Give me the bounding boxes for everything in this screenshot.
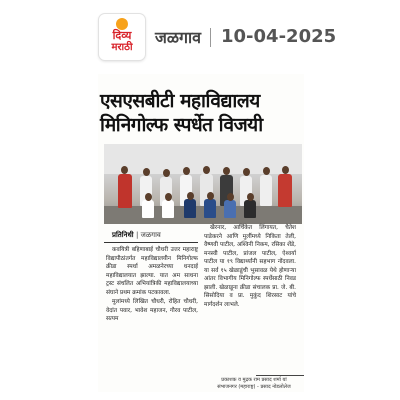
person-head	[163, 169, 170, 177]
article-column-right	[204, 224, 296, 310]
person-head	[207, 192, 214, 200]
person	[162, 200, 174, 218]
edition-date: 10-04-2025	[221, 26, 337, 47]
person-head	[145, 193, 152, 201]
imprint-footer	[208, 377, 300, 390]
headline-line1: एसएसबीटी महाविद्यालय	[100, 90, 260, 112]
article-paragraph: मुलांमध्ये लिखित चौधरी, रोहित चौधरी, वेदांत पवार, भावेश महाजन, गौरव पाटील, सत्यम	[106, 299, 198, 322]
byline-name: प्रतिनिधी	[112, 231, 134, 239]
article-column-left	[106, 246, 198, 325]
person	[142, 200, 154, 218]
person-head	[223, 167, 230, 175]
person	[260, 175, 272, 206]
person-head	[183, 167, 190, 175]
logo-text-line1: दिव्य	[112, 29, 132, 42]
imprint-line2: संभाजनगर (महाराष्ट्र) - प्रसाद नोडलोलेज	[217, 383, 291, 390]
byline-place: | जळगाव	[136, 231, 161, 239]
person-head	[282, 166, 289, 174]
person-head	[187, 192, 194, 200]
person	[224, 200, 236, 218]
edition-city: जळगाव	[155, 28, 202, 47]
headline-line2: मिनिगोल्फ स्पर्धेत विजयी	[100, 114, 263, 136]
person-head	[121, 166, 128, 174]
byline	[112, 231, 161, 240]
team-photo	[104, 144, 302, 224]
person-head	[203, 166, 210, 174]
person	[244, 200, 256, 218]
footer-rule	[256, 375, 304, 376]
person-head	[243, 168, 250, 176]
header-divider	[210, 28, 211, 47]
news-clipping	[98, 74, 304, 392]
person-head	[263, 167, 270, 175]
logo-text-line2: मराठी	[111, 42, 133, 53]
article-paragraph: कवयित्री बहिणाबाई चौधरी उत्तर महाराष्ट्र विद्यापीठांतर्गत महाविद्यालयीन मिनिगोल्फ क्रीडा स्पर्धा अमळनेरच्या धनदाई महाविद्यालयात झाल्या. यात अम साधना ट्रस्ट संचलित अभियांत्रिकी महाविद्यालयाच्या संघाने प्रथम क्रमांक पटकावला.	[106, 247, 198, 296]
person-head	[165, 193, 172, 201]
person	[204, 199, 216, 218]
person-head	[143, 168, 150, 176]
divya-marathi-logo	[99, 14, 145, 60]
page-header	[0, 0, 400, 72]
person-head	[227, 193, 234, 201]
byline-rule	[104, 242, 198, 243]
article-paragraph: खैरनार, आर्चिकेत लिंगायत, चैतेश पाडेकरने आणि मुलींमध्ये निकिता तेली, वैष्णवी पाटील, अश्विनी निकम, रसिका शेंडे, मनस्वी पाटील, प्रांजल पाटील, ऐश्वर्या पाटील या १९ विद्यार्थ्यांनी सहभाग नोंदवला. या सर्व १५ खेळाडूंची भुसावळ येथे होणाऱ्या आंतर विभागीय मिनिगोल्फ स्पर्धेसाठी निवड झाली. खेळाडूना क्रीडा संचालक प्रा. जे. बी. सिसोदिया व प्रा. मुकुंद शिरसाट यांचे मार्गदर्शन लाभले.	[204, 225, 296, 308]
person	[184, 199, 196, 218]
photo-floor	[104, 206, 302, 224]
person	[278, 174, 292, 207]
imprint-line1: प्रकाशक व मुद्रक राम प्रसाद शर्मा यां	[221, 377, 287, 383]
person-head	[247, 193, 254, 201]
person	[118, 174, 132, 208]
